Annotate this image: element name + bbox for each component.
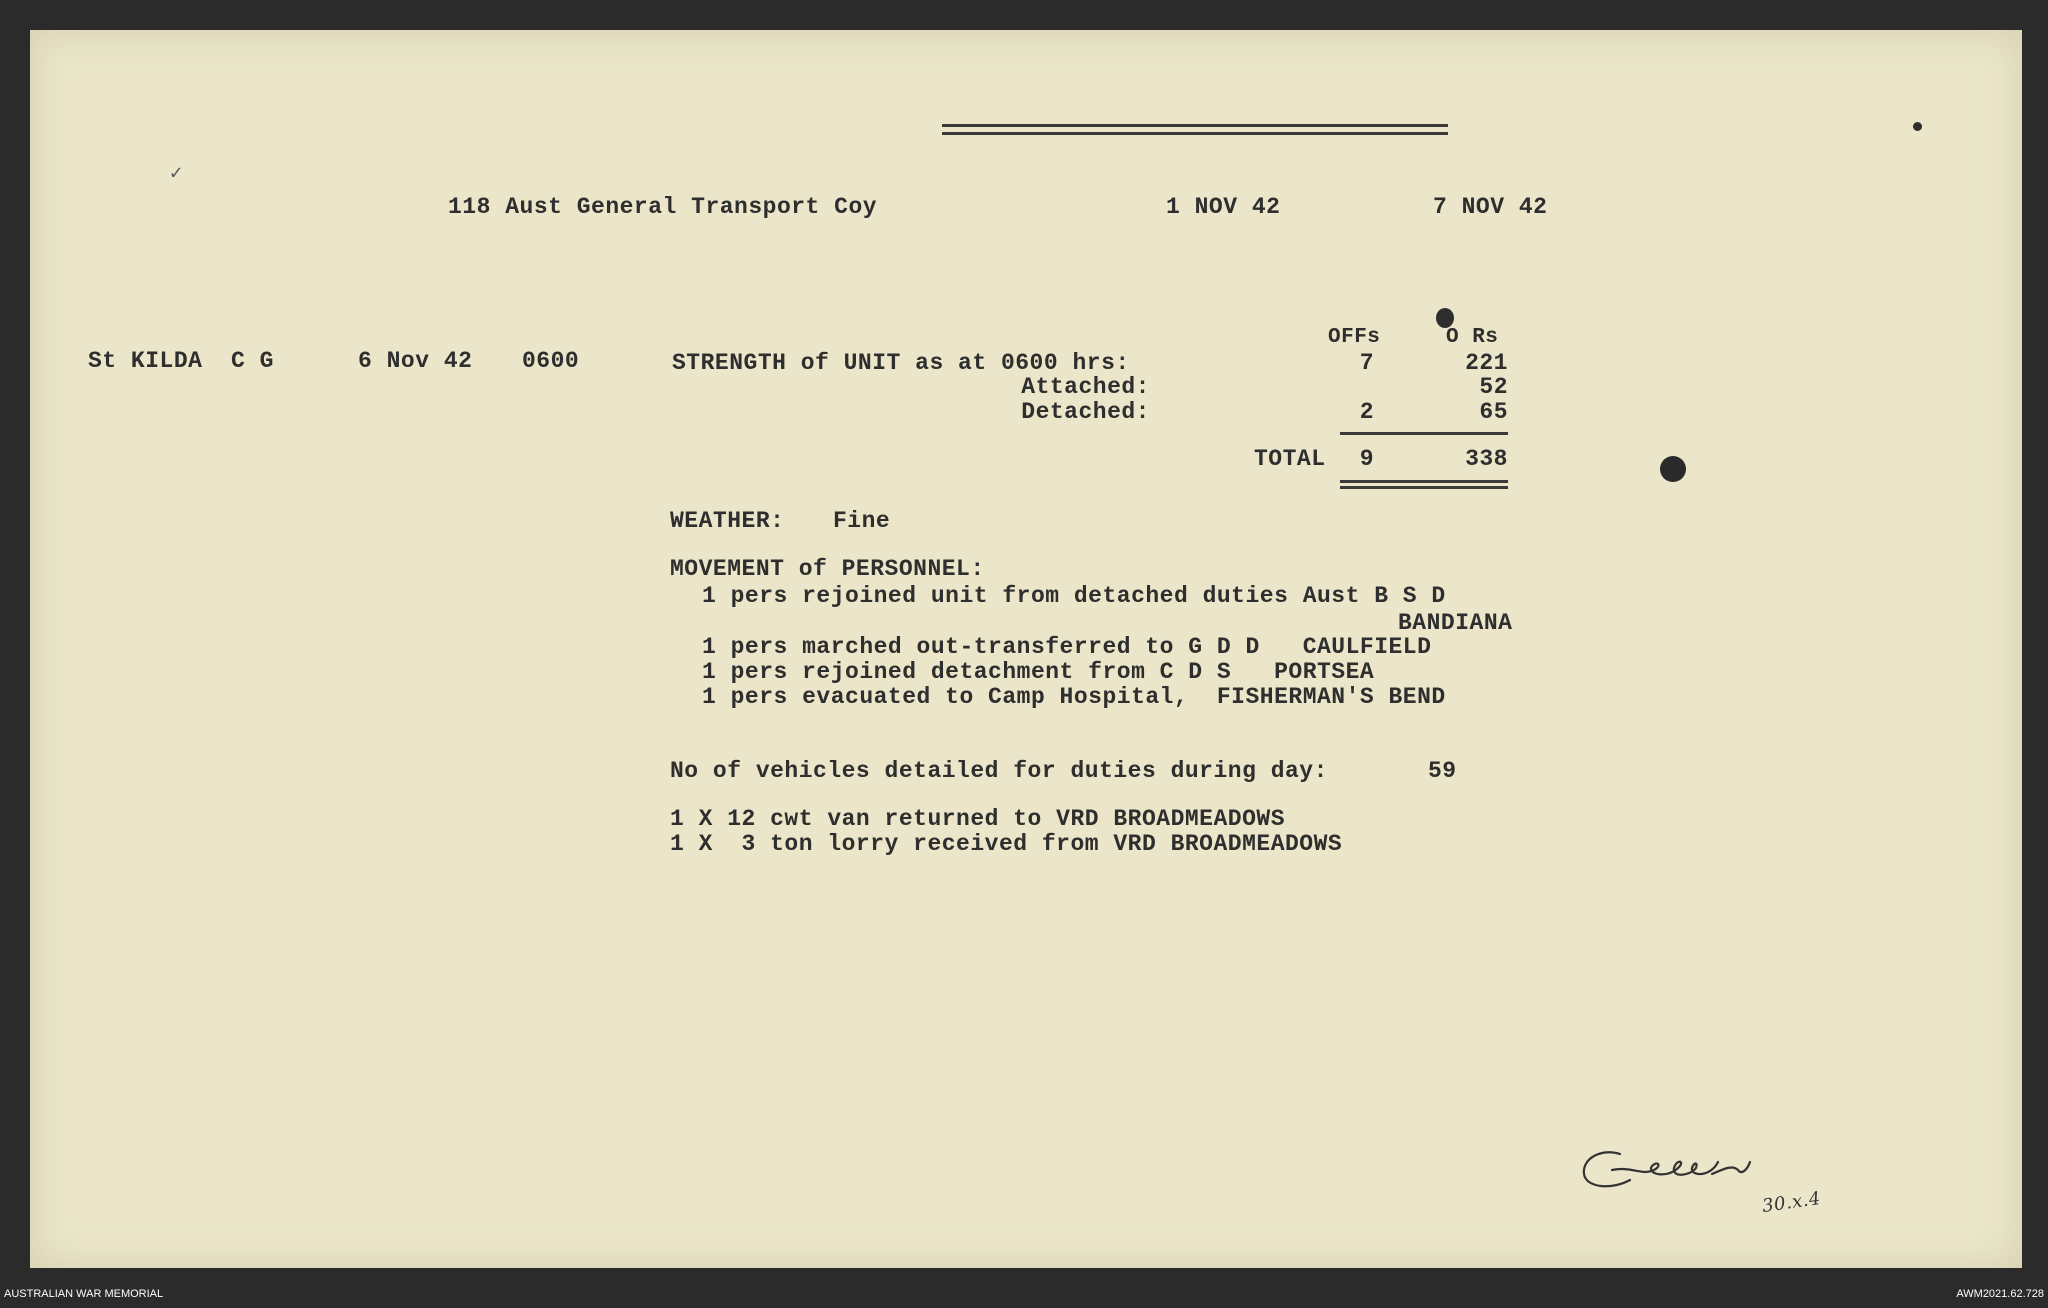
entry-place: St KILDA C G [88, 348, 274, 374]
strength-row-offs: 7 [1359, 350, 1374, 376]
subtotal-rule [1340, 432, 1508, 435]
movement-line: 1 pers rejoined unit from detached duties Aust B S D [702, 583, 1446, 609]
unit-name: 118 Aust General Transport Coy [448, 194, 878, 220]
weather-value: Fine [833, 508, 891, 534]
ink-dot [1913, 122, 1922, 131]
movement-line: 1 pers evacuated to Camp Hospital, FISHERMAN'S BEND [702, 684, 1446, 710]
strength-title: STRENGTH of UNIT as at 0600 hrs: [672, 350, 1130, 376]
weather-label: WEATHER: [670, 508, 785, 534]
period-to: 7 NOV 42 [1433, 194, 1548, 220]
total-ors: 338 [1465, 446, 1508, 472]
detached-ors: 65 [1479, 399, 1508, 425]
total-offs: 9 [1359, 446, 1374, 472]
detached-offs: 2 [1359, 399, 1374, 425]
vehicle-line: 1 X 12 cwt van returned to VRD BROADMEADOWS [670, 806, 1285, 832]
vehicles-label: No of vehicles detailed for duties during day: [670, 758, 1328, 784]
movement-line: 1 pers rejoined detachment from C D S PORTSEA [702, 659, 1375, 685]
col-offs-header: OFFs [1328, 326, 1381, 349]
corner-tick-mark: ✓ [170, 163, 183, 186]
movement-line: BANDIANA [1398, 610, 1513, 636]
signature-date: 30.x.4 [1760, 1187, 1823, 1218]
movement-line: 1 pers marched out-transferred to G D D CAULFIELD [702, 634, 1432, 660]
period-from: 1 NOV 42 [1166, 194, 1281, 220]
footer-source: AUSTRALIAN WAR MEMORIAL [4, 1288, 164, 1300]
attached-label: Attached: [1021, 374, 1150, 400]
movement-heading: MOVEMENT of PERSONNEL: [670, 556, 985, 582]
vehicles-count: 59 [1428, 758, 1457, 784]
total-double-rule-lower [1340, 486, 1508, 489]
punch-hole [1660, 456, 1686, 482]
footer-reference: AWM2021.62.728 [1956, 1288, 2044, 1300]
vehicle-line: 1 X 3 ton lorry received from VRD BROADMEADOWS [670, 831, 1343, 857]
top-double-rule [942, 124, 1448, 127]
entry-date: 6 Nov 42 [358, 348, 473, 374]
attached-ors: 52 [1479, 374, 1508, 400]
detached-label: Detached: [1021, 399, 1150, 425]
col-ors-header: O Rs [1446, 326, 1499, 349]
entry-time: 0600 [522, 348, 580, 374]
ink-blot [1436, 308, 1454, 328]
strength-row-ors: 221 [1465, 350, 1508, 376]
total-label: TOTAL [1254, 446, 1326, 472]
top-double-rule-lower [942, 132, 1448, 135]
total-double-rule [1340, 480, 1508, 483]
